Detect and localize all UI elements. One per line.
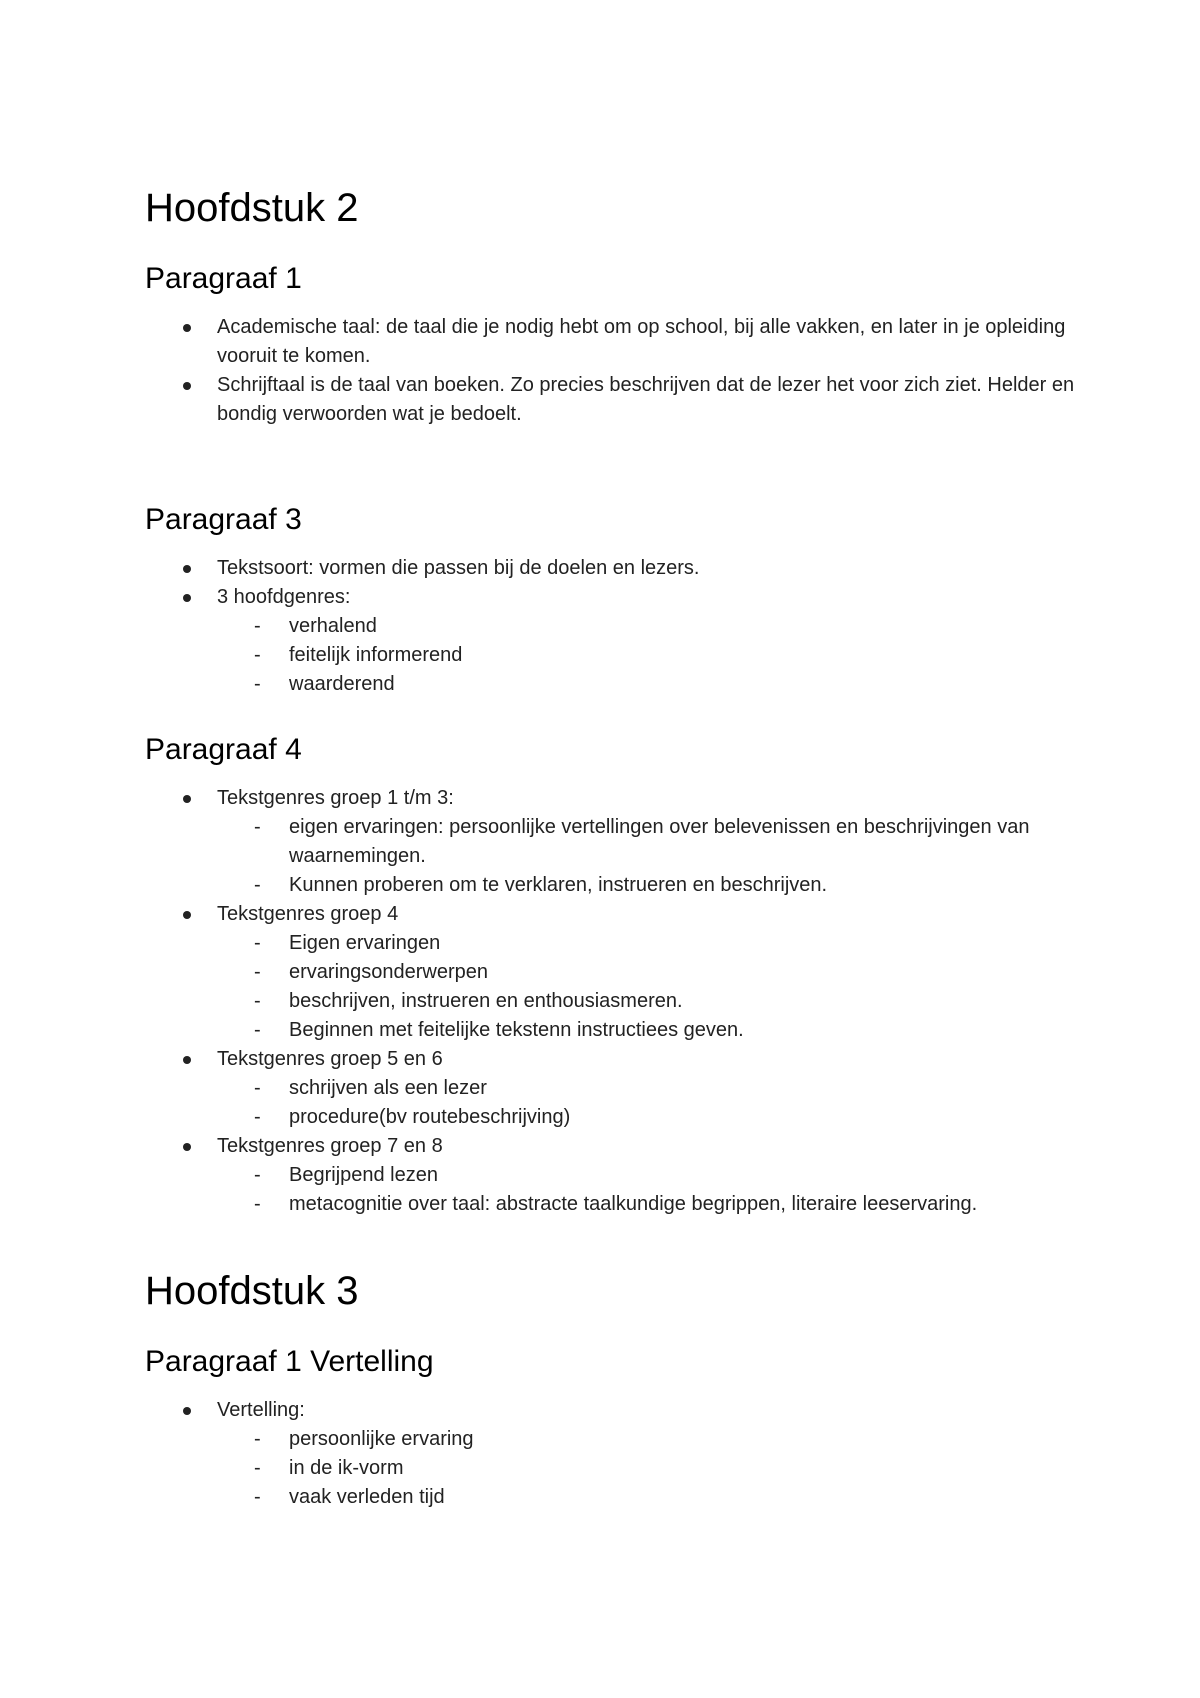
sub-item: [217, 1016, 1075, 1045]
bullet-list: [145, 784, 1075, 1219]
item-text: Tekstgenres groep 7 en 8: [217, 1135, 443, 1157]
item-text: Vertelling:: [217, 1399, 305, 1421]
list-item: [145, 1132, 1075, 1219]
bullet-list: [145, 313, 1075, 429]
sub-item-text: in de ik-vorm: [289, 1457, 404, 1479]
list-item: [145, 554, 1075, 583]
dash-marker: -: [254, 1019, 261, 1041]
dash-marker: -: [254, 615, 261, 637]
sub-item-text: Eigen ervaringen: [289, 932, 441, 954]
dash-marker: -: [254, 990, 261, 1012]
chapter-title: Hoofdstuk 3: [145, 1269, 359, 1313]
sub-item: [217, 1190, 1075, 1219]
sub-item-text: verhalend: [289, 615, 377, 637]
bullet-list: [145, 1396, 1075, 1512]
sub-item-text: beschrijven, instrueren en enthousiasmeren.: [289, 990, 683, 1012]
chapter-title: Hoofdstuk 2: [145, 186, 359, 230]
dash-list: [217, 813, 1075, 900]
bullet-icon: [183, 324, 191, 332]
list-item: [145, 1396, 1075, 1512]
sub-item: [217, 813, 1075, 871]
dash-marker: -: [254, 1164, 261, 1186]
dash-marker: -: [254, 644, 261, 666]
dash-marker: -: [254, 1077, 261, 1099]
dash-marker: -: [254, 1193, 261, 1215]
sub-item-text: procedure(bv routebeschrijving): [289, 1106, 571, 1128]
section-title: Paragraaf 1: [145, 262, 302, 295]
sub-item-text: Beginnen met feitelijke tekstenn instructiees geven.: [289, 1019, 744, 1041]
section-title: Paragraaf 3: [145, 503, 302, 536]
sub-item-text: feitelijk informerend: [289, 644, 463, 666]
sub-item: [217, 670, 1075, 699]
bullet-icon: [183, 1143, 191, 1151]
dash-marker: -: [254, 1457, 261, 1479]
list-item: [145, 313, 1075, 371]
item-text: Tekstgenres groep 1 t/m 3:: [217, 787, 454, 809]
item-text: Tekstgenres groep 4: [217, 903, 399, 925]
bullet-icon: [183, 594, 191, 602]
list-item: [145, 900, 1075, 1045]
dash-marker: -: [254, 932, 261, 954]
sub-item: [217, 871, 1075, 900]
list-item: [145, 1045, 1075, 1132]
sub-item: [217, 987, 1075, 1016]
document-page: [145, 180, 1075, 1512]
item-text: Schrijftaal is de taal van boeken. Zo precies beschrijven dat de lezer het voor zich ziet. Helder en bondig verwoorden wat je bedoelt.: [217, 374, 1075, 425]
sub-item: [217, 1161, 1075, 1190]
sub-item: [217, 1103, 1075, 1132]
sub-item: [217, 641, 1075, 670]
dash-marker: -: [254, 1486, 261, 1508]
sub-item: [217, 1454, 1075, 1483]
dash-list: [217, 1074, 1075, 1132]
item-text: Tekstsoort: vormen die passen bij de doelen en lezers.: [217, 557, 700, 579]
bullet-icon: [183, 911, 191, 919]
section-title: Paragraaf 4: [145, 733, 302, 766]
item-text: Tekstgenres groep 5 en 6: [217, 1048, 443, 1070]
dash-list: [217, 1161, 1075, 1219]
sub-item-text: vaak verleden tijd: [289, 1486, 445, 1508]
sub-item-text: Kunnen proberen om te verklaren, instrueren en beschrijven.: [289, 874, 828, 896]
bullet-icon: [183, 1407, 191, 1415]
sub-item: [217, 1425, 1075, 1454]
list-item: [145, 371, 1075, 429]
sub-item: [217, 1074, 1075, 1103]
dash-marker: -: [254, 874, 261, 896]
section-title: Paragraaf 1 Vertelling: [145, 1345, 434, 1378]
list-item: [145, 583, 1075, 699]
sub-item-text: waarderend: [289, 673, 395, 695]
dash-marker: -: [254, 1428, 261, 1450]
sub-item-text: ervaringsonderwerpen: [289, 961, 489, 983]
sub-item-text: schrijven als een lezer: [289, 1077, 487, 1099]
list-item: [145, 784, 1075, 900]
bullet-icon: [183, 565, 191, 573]
bullet-icon: [183, 382, 191, 390]
sub-item-text: Begrijpend lezen: [289, 1164, 438, 1186]
dash-list: [217, 612, 1075, 699]
sub-item: [217, 958, 1075, 987]
bullet-icon: [183, 1056, 191, 1064]
sub-item: [217, 612, 1075, 641]
sub-item-text: persoonlijke ervaring: [289, 1428, 474, 1450]
dash-list: [217, 929, 1075, 1045]
dash-marker: -: [254, 816, 261, 838]
bullet-list: [145, 554, 1075, 699]
bullet-icon: [183, 795, 191, 803]
item-text: Academische taal: de taal die je nodig hebt om op school, bij alle vakken, en later in je opleiding vooruit te komen.: [217, 316, 1066, 367]
dash-list: [217, 1425, 1075, 1512]
dash-marker: -: [254, 1106, 261, 1128]
sub-item-text: eigen ervaringen: persoonlijke vertellingen over belevenissen en beschrijvingen van waarnemingen.: [289, 816, 1030, 867]
sub-item-text: metacognitie over taal: abstracte taalkundige begrippen, literaire leeservaring.: [289, 1193, 978, 1215]
dash-marker: -: [254, 961, 261, 983]
sub-item: [217, 1483, 1075, 1512]
dash-marker: -: [254, 673, 261, 695]
sub-item: [217, 929, 1075, 958]
item-text: 3 hoofdgenres:: [217, 586, 351, 608]
